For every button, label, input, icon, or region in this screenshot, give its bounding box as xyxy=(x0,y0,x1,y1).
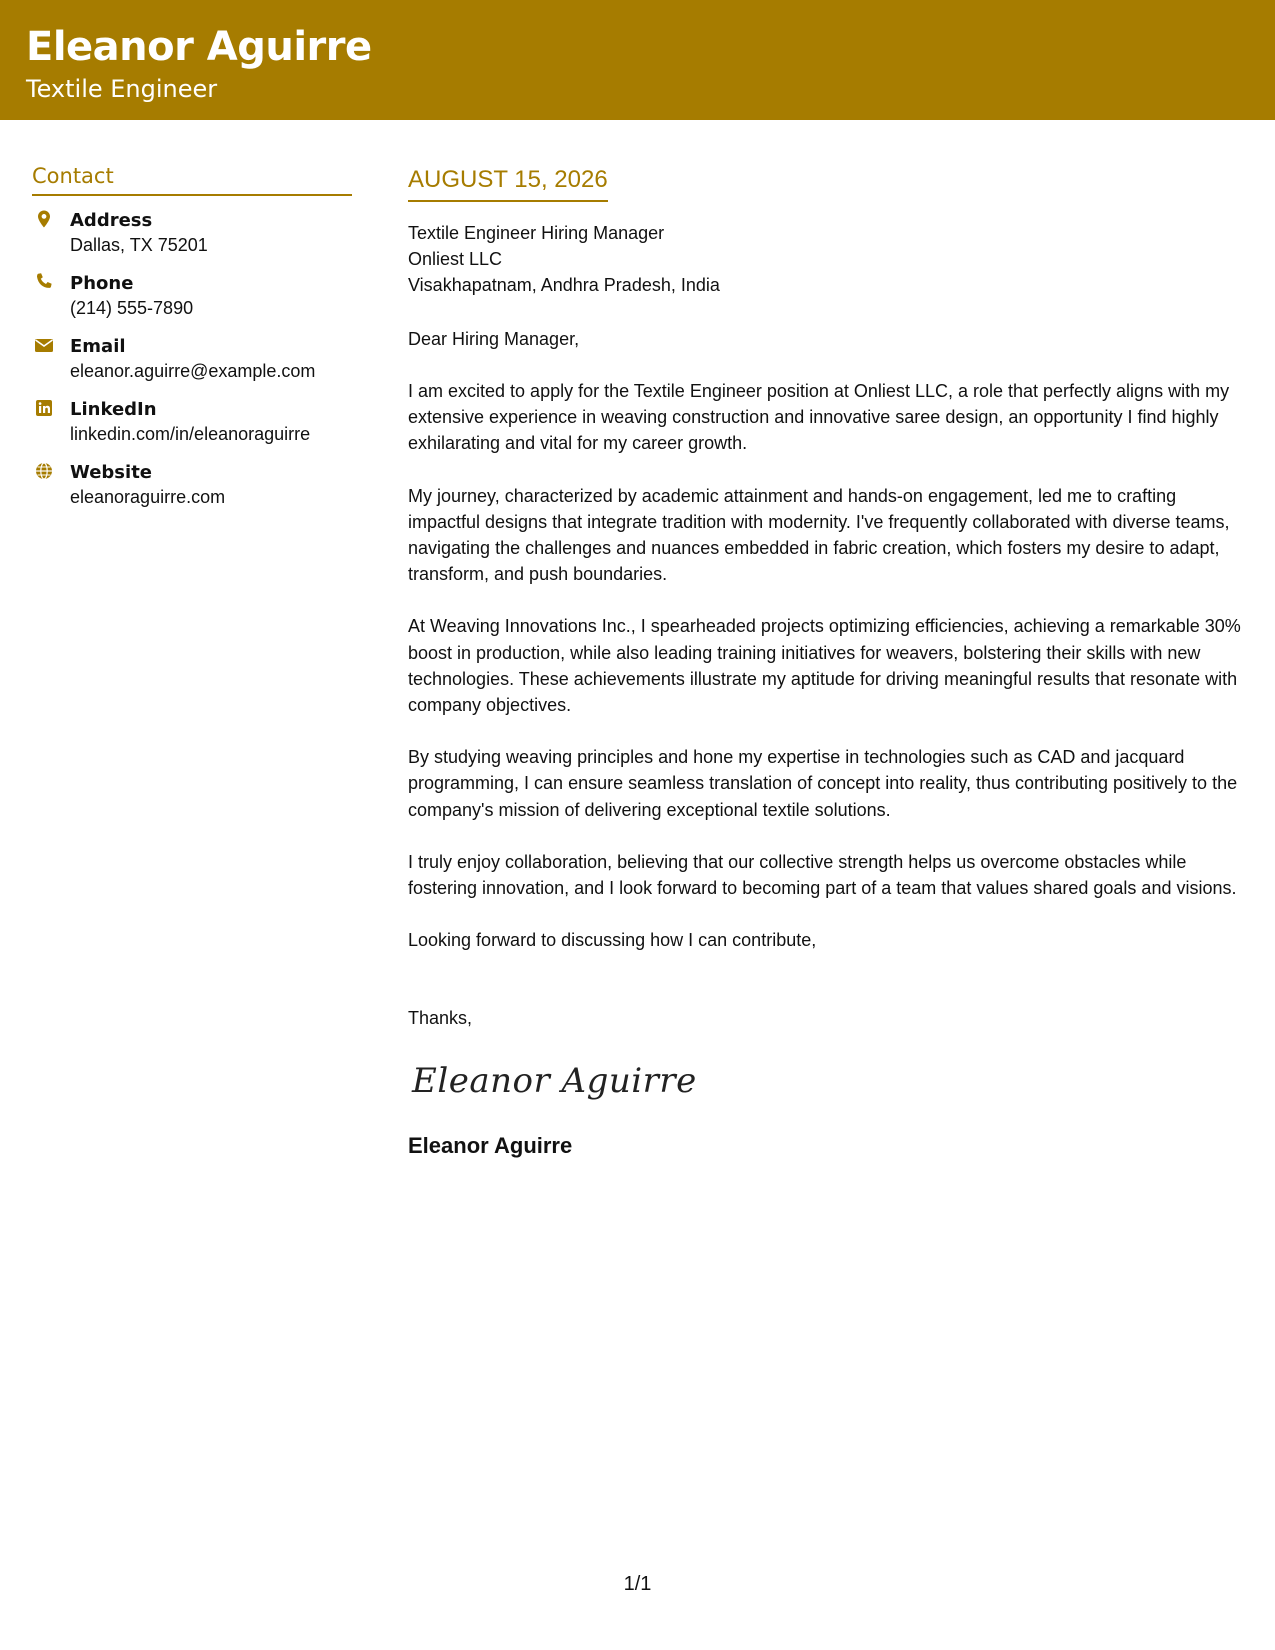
contact-value: eleanor.aguirre@example.com xyxy=(70,361,316,381)
recipient-line: Textile Engineer Hiring Manager xyxy=(408,223,665,243)
header-banner xyxy=(0,0,1275,120)
linkedin-icon xyxy=(34,398,54,418)
recipient-block xyxy=(408,220,1248,298)
sign-off: Thanks, xyxy=(408,1008,473,1029)
envelope-icon xyxy=(34,335,54,355)
phone-icon xyxy=(34,272,54,292)
contact-label: Address xyxy=(70,210,153,231)
map-pin-icon xyxy=(34,209,54,229)
contact-item-website xyxy=(32,460,352,523)
contact-label: LinkedIn xyxy=(70,399,157,420)
globe-icon xyxy=(34,461,54,481)
contact-heading: Contact xyxy=(32,160,352,196)
applicant-title: Textile Engineer xyxy=(26,75,218,103)
letter-paragraph: By studying weaving principles and hone my expertise in technologies such as CAD and jacquard programming, I can ensure seamless translation of concept into reality, thus contributing positively to the company's mission of delivering exceptional textile solutions. xyxy=(408,747,1238,820)
letter-date: AUGUST 15, 2026 xyxy=(408,164,608,202)
contact-item-linkedin xyxy=(32,397,352,460)
closing-line: Looking forward to discussing how I can contribute, xyxy=(408,930,817,951)
applicant-name: Eleanor Aguirre xyxy=(26,24,372,70)
contact-sidebar xyxy=(32,160,352,523)
page-number: 1/1 xyxy=(623,1573,652,1595)
contact-label: Email xyxy=(70,336,126,357)
signer-name: Eleanor Aguirre xyxy=(408,1133,573,1159)
contact-label: Phone xyxy=(70,273,134,294)
contact-item-phone xyxy=(32,271,352,334)
recipient-line: Visakhapatnam, Andhra Pradesh, India xyxy=(408,275,720,295)
letter-paragraph: I am excited to apply for the Textile Engineer position at Onliest LLC, a role that perfectly aligns with my extensive experience in weaving construction and innovative saree design, an opportunity I find highly exhilarating and vital for my career growth. xyxy=(408,381,1230,454)
letter-paragraph: I truly enjoy collaboration, believing that our collective strength helps us overcome obstacles while fostering innovation, and I look forward to becoming part of a team that values shared goals and visions. xyxy=(408,851,1237,899)
contact-value: Dallas, TX 75201 xyxy=(70,235,208,255)
contact-value: linkedin.com/in/eleanoraguirre xyxy=(70,424,311,444)
contact-value: eleanoraguirre.com xyxy=(70,487,226,507)
handwritten-signature: Eleanor Aguirre xyxy=(412,1061,697,1102)
salutation: Dear Hiring Manager, xyxy=(408,329,580,349)
contact-item-address xyxy=(32,208,352,271)
letter-body xyxy=(408,164,1248,1161)
letter-paragraph: My journey, characterized by academic attainment and hands-on engagement, led me to crafting impactful designs that integrate tradition with modernity. I've frequently collaborated with diverse teams, navigating the challenges and nuances embedded in fabric creation, which fosters my desire to adapt, transform, and push boundaries. xyxy=(408,485,1230,585)
letter-paragraph: At Weaving Innovations Inc., I spearheaded projects optimizing efficiencies, achieving a remarkable 30% boost in production, while also leading training initiatives for weavers, bolstering their skills with new technologies. These achievements illustrate my aptitude for driving meaningful results that resonate with company objectives. xyxy=(408,616,1241,716)
contact-item-email xyxy=(32,334,352,397)
contact-value: (214) 555-7890 xyxy=(70,298,194,318)
contact-label: Website xyxy=(70,462,153,483)
contact-list xyxy=(32,208,352,523)
recipient-line: Onliest LLC xyxy=(408,249,503,269)
